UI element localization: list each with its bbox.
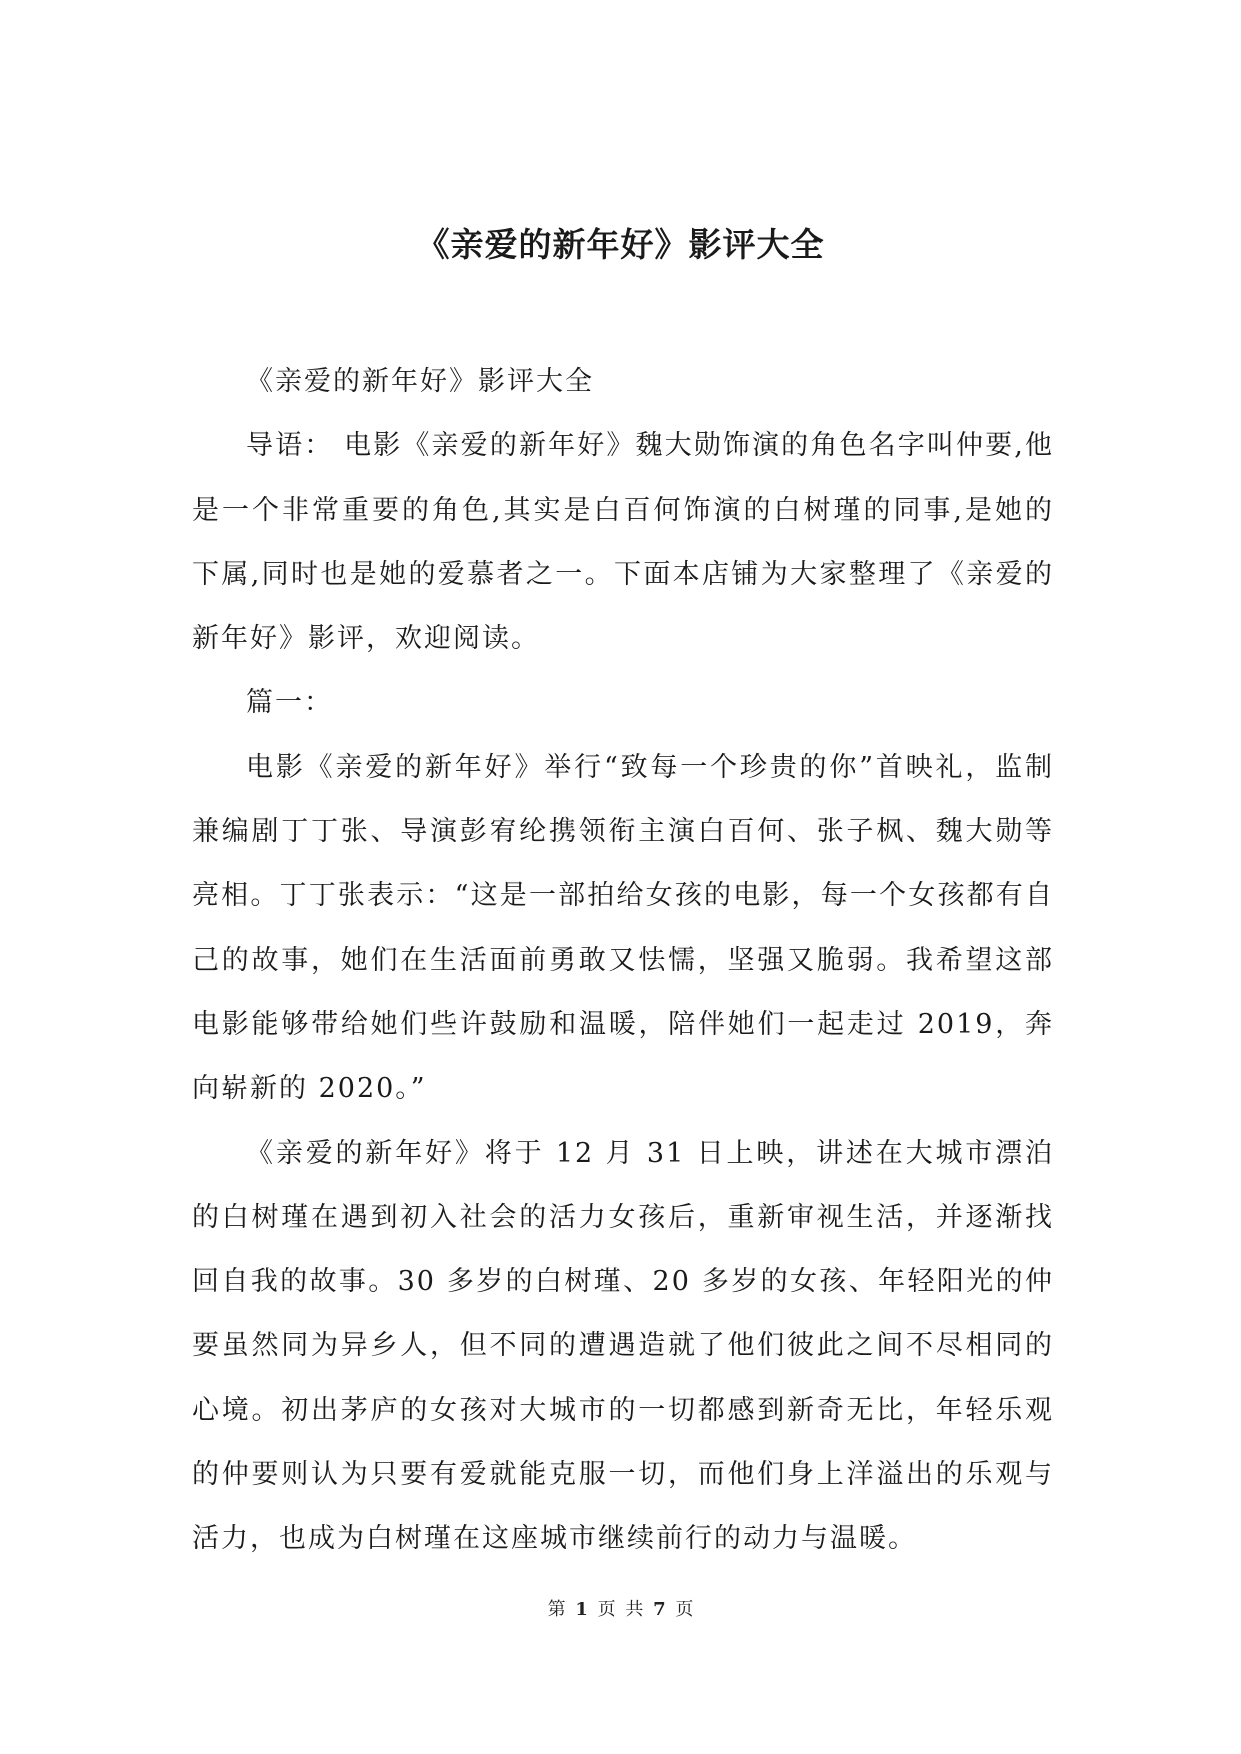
footer-suffix: 页 [675,1599,694,1620]
page-footer [0,1598,1241,1622]
footer-prefix: 第 [547,1599,566,1620]
footer-total-pages: 7 [653,1599,666,1620]
footer-middle: 页 共 [597,1599,644,1620]
paragraph-premiere: 电影《亲爱的新年好》举行“致每一个珍贵的你”首映礼，监制兼编剧丁丁张、导演彭宥纶携领衔主演白百何、张子枫、魏大勋等亮相。丁丁张表示：“这是一部拍给女孩的电影，每一个女孩都有自己的故事，她们在生活面前勇敢又怯懦，坚强又脆弱。我希望这部电影能够带给她们些许鼓励和温暖，陪伴她们一起走过 2019，奔向崭新的 2020。” [192,751,1054,1105]
paragraph-subtitle: 《亲爱的新年好》影评大全 [246,366,594,397]
paragraph-intro: 导语： 电影《亲爱的新年好》魏大勋饰演的角色名字叫仲要,他是一个非常重要的角色,其实是白百何饰演的白树瑾的同事,是她的下属,同时也是她的爱慕者之一。下面本店铺为大家整理了《亲爱的新年好》影评，欢迎阅读。 [192,430,1054,655]
footer-current-page: 1 [575,1599,588,1620]
paragraph-synopsis: 《亲爱的新年好》将于 12 月 31 日上映，讲述在大城市漂泊的白树瑾在遇到初入社会的活力女孩后，重新审视生活，并逐渐找回自我的故事。30 多岁的白树瑾、20 多岁的女孩、年轻阳光的仲要虽然同为异乡人，但不同的遭遇造就了他们彼此之间不尽相同的心境。初出茅庐的女孩对大城市的一切都感到新奇无比，年轻乐观的仲要则认为只要有爱就能克服一切，而他们身上洋溢出的乐观与活力，也成为白树瑾在这座城市继续前行的动力与温暖。 [192,1137,1054,1555]
document-body [192,350,1054,1572]
paragraph-section-heading: 篇一： [246,687,333,719]
document-title: 《亲爱的新年好》影评大全 [416,225,825,264]
